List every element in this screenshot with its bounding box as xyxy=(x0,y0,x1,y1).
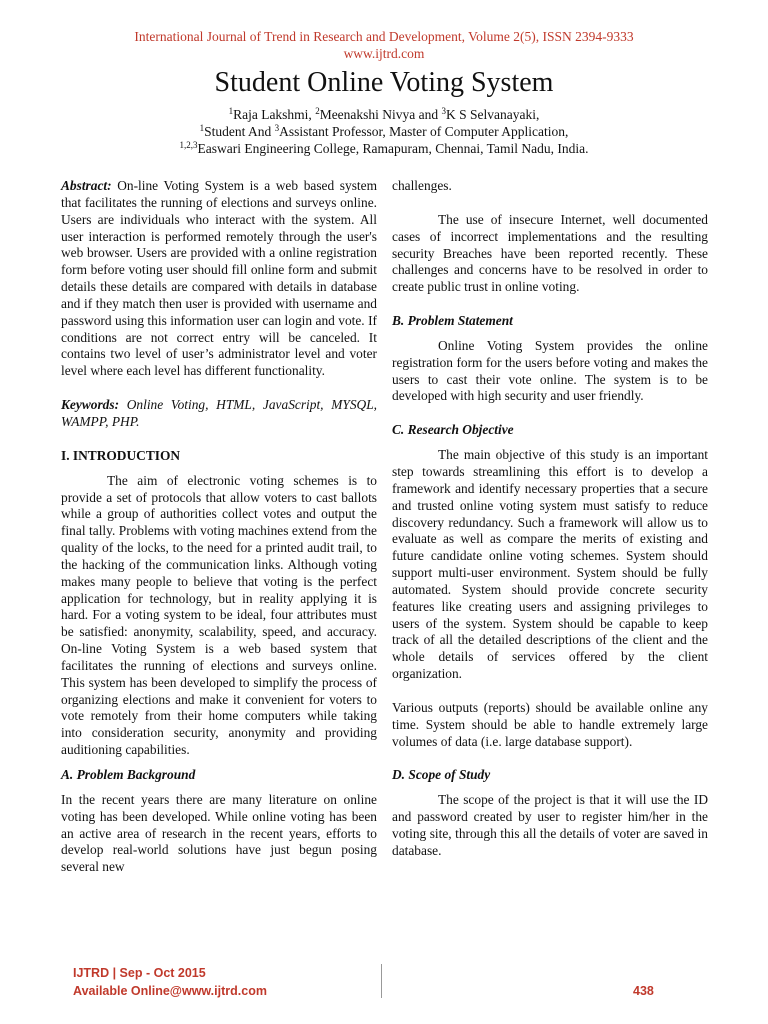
research-objective-para2: Various outputs (reports) should be available online any time. System should be able to handle extremely large volumes of data (i.e. large database support). xyxy=(392,699,708,749)
page-number: 438 xyxy=(633,984,654,998)
journal-header xyxy=(0,28,768,62)
author-roles: $^1$Student And $^3$Assistant Professor, Master of Computer Application, xyxy=(199,123,569,139)
research-objective-text: The main objective of this study is an important step towards streamlining this effort is to develop a framework and identify necessary properties that a secure and trusted online voting system must satisfy to reduce discovery redundancy. Such a framework will allow us to evaluate as well as compare the merits of existing and future candidate online voting schemes. System should support multi-user environment. System should be fully automated. System should provide concrete security features like creating users and assigning privileges to users of the system. System should be capable to keep track of all the detailed descriptions of the client and the whole details of services offered by the client organization. xyxy=(392,447,708,682)
scope-heading: D. Scope of Study xyxy=(392,767,491,783)
author-affiliation: $^{1,2,3}$Easwari Engineering College, Ramapuram, Chennai, Tamil Nadu, India. xyxy=(179,140,589,156)
abstract-label: Abstract: xyxy=(61,178,112,193)
problem-background-continued: challenges. xyxy=(392,178,452,193)
problem-background-text: In the recent years there are many literature on online voting has been developed. While online voting has been an active area of research in the recent years, efforts to develop real-world solutions have just begun posing several new xyxy=(61,791,377,875)
keywords-text: Online Voting, HTML, JavaScript, MYSQL, WAMPP, PHP. xyxy=(61,397,377,429)
footer-divider xyxy=(381,964,382,998)
abstract xyxy=(61,178,377,380)
keywords xyxy=(61,397,377,431)
scope-text: The scope of the project is that it will use the ID and password created by user to register him/her in the voting site, through this all the details of voter are saved in database. xyxy=(392,792,708,858)
problem-statement-heading: B. Problem Statement xyxy=(392,313,513,329)
problem-statement-text: Online Voting System provides the online registration form for the users before voting and makes the users to cast their vote online. The system is to be developed with high security and user friendly. xyxy=(392,337,708,404)
journal-citation: International Journal of Trend in Research and Development, Volume 2(5), ISSN 2394-9333 xyxy=(134,29,634,44)
author-block xyxy=(0,106,768,157)
introduction-text: The aim of electronic voting schemes is to provide a set of protocols that allow voters to cast ballots while a group of authorities collect votes and output the final tally. Problems with voting machines extend from the quality of the locks, to the need for a printed audit trail, to the hacking of the communication links. Although voting makes many people to believe that voting is the perfect application for technology, but in reality applying it is hard. For a voting system to be ideal, four attributes must be satisfied: anonymity, scalability, speed, and accuracy. On-line Voting System is a web based system that facilitates the running of elections and surveys online. This system has been developed to simplify the process of organizing elections and make it convenient for voters to vote remotely from their home computers while taking into consideration security, anonymity and providing auditioning capabilities. xyxy=(61,472,377,758)
right-column xyxy=(392,178,708,860)
problem-background-para2: The use of insecure Internet, well documented cases of incorrect implementations and the resulting security Breaches have been reported recently. These challenges and concerns have to be resolved in order to create public trust in online voting. xyxy=(392,211,708,295)
footer-journal-issue: IJTRD | Sep - Oct 2015 xyxy=(73,966,206,980)
author-names: $^1$Raja Lakshmi, $^2$Meenakshi Nivya and $^3$K S Selvanayaki, xyxy=(228,106,540,122)
abstract-text: On-line Voting System is a web based system that facilitates the running of elections and surveys online. Users are individuals who interact with the system. All user interaction is performed remotely through the user's web browser. Users are provided with a online registration form before voting user should fill online form and submit details these details are compared with details in database and if they match then user is provided with username and password using this information user can login and vote. If conditions are not correct entry will be canceled. It contains two level of user’s administrator level and voter level where each level has different functionality. xyxy=(61,178,377,379)
left-column xyxy=(61,178,377,876)
journal-website: www.ijtrd.com xyxy=(343,46,425,61)
keywords-label: Keywords: xyxy=(61,397,120,413)
footer-available-online: Available Online@www.ijtrd.com xyxy=(73,984,267,998)
research-objective-heading: C. Research Objective xyxy=(392,422,514,438)
paper-title: Student Online Voting System xyxy=(214,67,554,98)
introduction-heading: I. INTRODUCTION xyxy=(61,447,181,463)
page-footer xyxy=(73,964,693,1000)
problem-background-heading: A. Problem Background xyxy=(61,767,196,782)
